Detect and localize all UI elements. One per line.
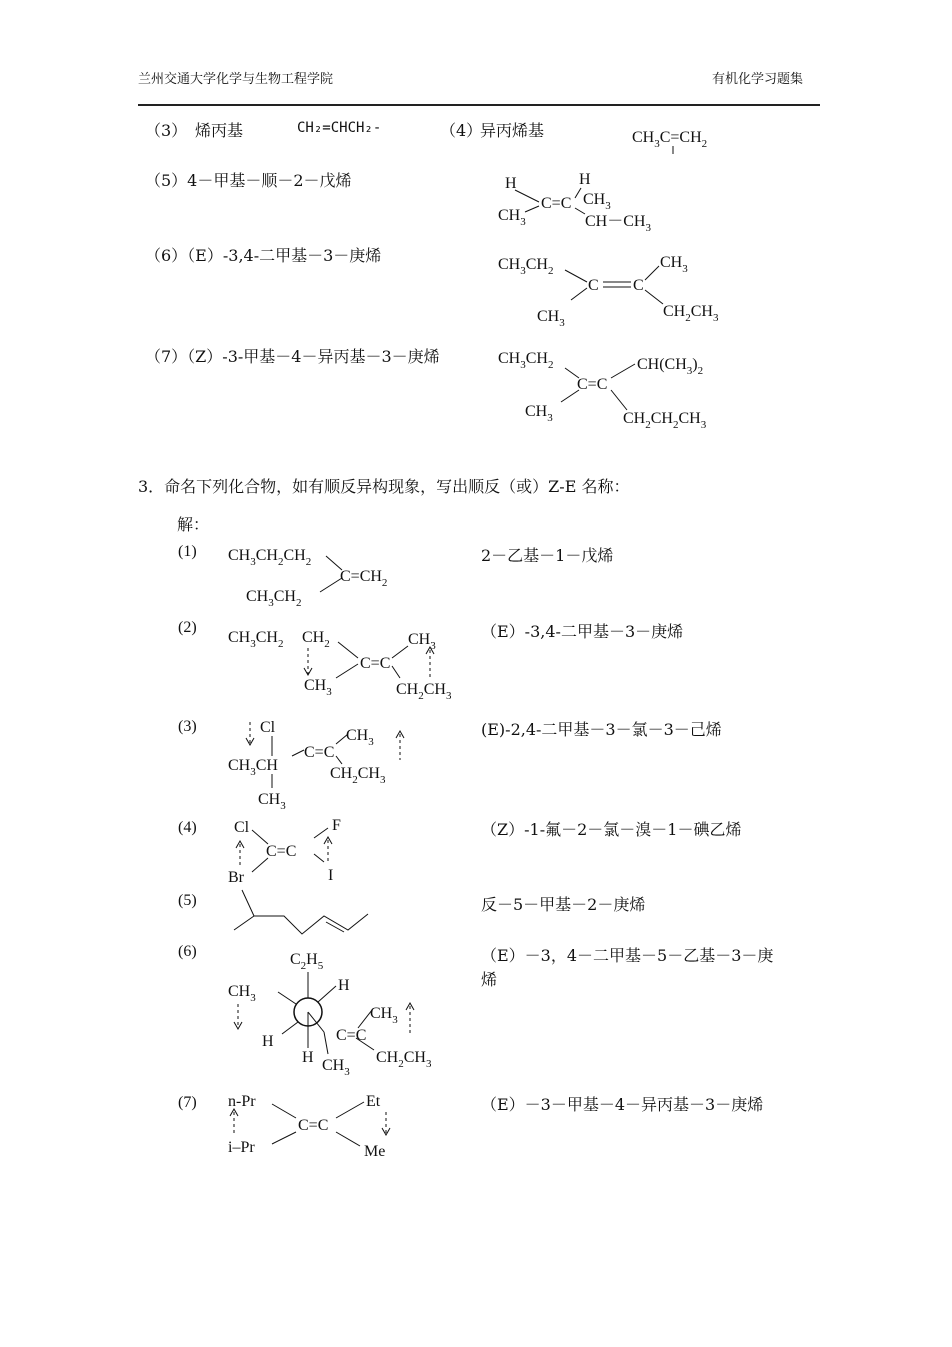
svg-text:i–Pr: i–Pr <box>228 1139 255 1156</box>
header-right: 有机化学习题集 <box>712 72 804 87</box>
svg-text:CH2: $CH_2$ <box>302 629 330 650</box>
svg-text:C=C: C=C <box>266 843 297 860</box>
answer-4-structure <box>228 814 368 894</box>
answer-6-name-line1: （E）－3，4－二甲基－5－乙基－3－庚 <box>481 946 774 965</box>
answer-5-number: (5) <box>178 892 197 909</box>
svg-text:H: H <box>505 175 517 192</box>
item4-structure <box>630 122 740 158</box>
svg-text:CH－CH3: $CH-CH_3$ <box>585 213 651 234</box>
svg-text:Cl: Cl <box>234 819 250 836</box>
answer-7-structure <box>226 1088 406 1168</box>
answer-4-number: (4) <box>178 819 197 836</box>
solution-label: 解： <box>177 515 210 534</box>
header-left: 兰州交通大学化学与生物工程学院 <box>138 72 334 87</box>
item3-number: （3） <box>145 121 188 140</box>
item4-number: （4） <box>440 121 483 140</box>
answer-5-name: 反－5－甲基－2－庚烯 <box>481 895 646 914</box>
svg-text:CH3: $CH_3$ <box>258 791 286 812</box>
svg-text:I: I <box>328 867 334 884</box>
answer-3-structure <box>228 714 428 814</box>
svg-text:C=C: C=C <box>336 1027 367 1044</box>
svg-text:H: H <box>579 171 591 188</box>
svg-text:CH3: $CH_3$ <box>408 631 436 652</box>
svg-text:CH3: $CH_3$ <box>370 1005 398 1026</box>
svg-text:CH2CH2CH3: $CH_2CH_2CH_3$ <box>623 410 707 431</box>
svg-text:CH2CH3: $CH_2CH_3$ <box>663 303 719 324</box>
svg-text:C=CH2: $C=CH_2$ <box>340 568 388 589</box>
svg-text:CH3: $CH_3$ <box>498 207 526 228</box>
svg-text:Cl: Cl <box>260 719 276 736</box>
svg-text:CH3: $CH_3$ <box>346 727 374 748</box>
answer-3-name: (E)-2,4-二甲基－3－氯－3－己烯 <box>481 720 722 739</box>
svg-text:CH3: $CH_3$ <box>322 1057 350 1078</box>
answer-1-name: 2－乙基－1－戊烯 <box>481 546 614 565</box>
svg-text:Et: Et <box>366 1093 381 1110</box>
item5-structure <box>495 168 675 238</box>
svg-text:CH3: $CH_3$ <box>228 983 256 1004</box>
answer-5-skeletal-structure <box>228 886 378 936</box>
answer-6-number: (6) <box>178 943 197 960</box>
svg-text:C=C: C=C <box>577 376 608 393</box>
svg-text:CH2CH3: $CH_2CH_3$ <box>396 681 452 702</box>
svg-text:C: C <box>633 277 644 294</box>
answer-1-structure <box>228 540 428 610</box>
svg-text:Me: Me <box>364 1143 386 1160</box>
svg-text:CH3CH2: $CH_3CH_2$ <box>246 588 302 609</box>
answer-6-name-line2: 烯 <box>481 970 498 989</box>
svg-text:n-Pr: n-Pr <box>228 1093 256 1110</box>
svg-text:C: C <box>588 277 599 294</box>
svg-text:CH3CH2: $CH_3CH_2$ <box>498 350 554 371</box>
answer-1-number: (1) <box>178 543 197 560</box>
question-3-title: 3．命名下列化合物，如有顺反异构现象，写出顺反（或）Z-E 名称： <box>138 477 630 496</box>
svg-text:H: H <box>302 1049 314 1066</box>
svg-text:F: F <box>332 817 341 834</box>
svg-text:CH3CH2: $CH_3CH_2$ <box>498 256 554 277</box>
svg-text:CH2CH3: $CH_2CH_3$ <box>376 1049 432 1070</box>
item5-label: （5）4－甲基－顺－2－戊烯 <box>145 171 352 190</box>
svg-text:CH3CH2: $CH_3CH_2$ <box>228 629 284 650</box>
svg-text:CH3CH: $CH_3CH$ <box>228 757 278 778</box>
answer-2-number: (2) <box>178 619 197 636</box>
svg-text:C=C: C=C <box>304 744 335 761</box>
svg-text:C=C: C=C <box>298 1117 329 1134</box>
answer-2-name: （E）-3,4-二甲基－3－庚烯 <box>481 622 684 641</box>
item7-label: （7）（Z）-3-甲基－4－异丙基－3－庚烯 <box>145 347 440 366</box>
svg-text:CH3: $CH_3$ <box>537 308 565 329</box>
answer-7-name: （E）－3－甲基－4－异丙基－3－庚烯 <box>481 1095 764 1114</box>
svg-text:CH3CH2CH2: $CH_3CH_2CH_2$ <box>228 547 312 568</box>
header-divider <box>138 104 820 106</box>
item7-structure <box>495 346 745 436</box>
item3-name: 烯丙基 <box>195 121 244 140</box>
answer-3-number: (3) <box>178 718 197 735</box>
svg-text:CH2CH3: $CH_2CH_3$ <box>330 765 386 786</box>
svg-text:H: H <box>338 977 350 994</box>
item4-formula: $CH_3C=CH_2$ <box>632 129 708 150</box>
item6-structure <box>495 248 745 328</box>
svg-text:CH3: $CH_3$ <box>304 677 332 698</box>
item3-formula: CH₂=CHCH₂- <box>297 120 382 136</box>
item4-name: 异丙烯基 <box>480 121 545 140</box>
svg-text:C=C: C=C <box>360 655 391 672</box>
svg-text:H: H <box>262 1033 274 1050</box>
item6-label: （6）（E）-3,4-二甲基－3－庚烯 <box>145 246 382 265</box>
answer-6-newman-structure <box>228 946 458 1086</box>
answer-7-number: (7) <box>178 1094 197 1111</box>
answer-2-structure <box>228 620 478 700</box>
svg-text:Br: Br <box>228 869 244 886</box>
svg-text:CH(CH3)2: $CH(CH_3)_2$ <box>637 356 704 377</box>
svg-text:CH3: $CH_3$ <box>583 191 611 212</box>
svg-text:C=C: C=C <box>541 195 572 212</box>
svg-text:C2H5: $C_2H_5$ <box>290 951 324 972</box>
svg-text:CH3: $CH_3$ <box>525 403 553 424</box>
answer-4-name: （Z）-1-氟－2－氯－溴－1－碘乙烯 <box>481 820 742 839</box>
svg-text:CH3: $CH_3$ <box>660 254 688 275</box>
